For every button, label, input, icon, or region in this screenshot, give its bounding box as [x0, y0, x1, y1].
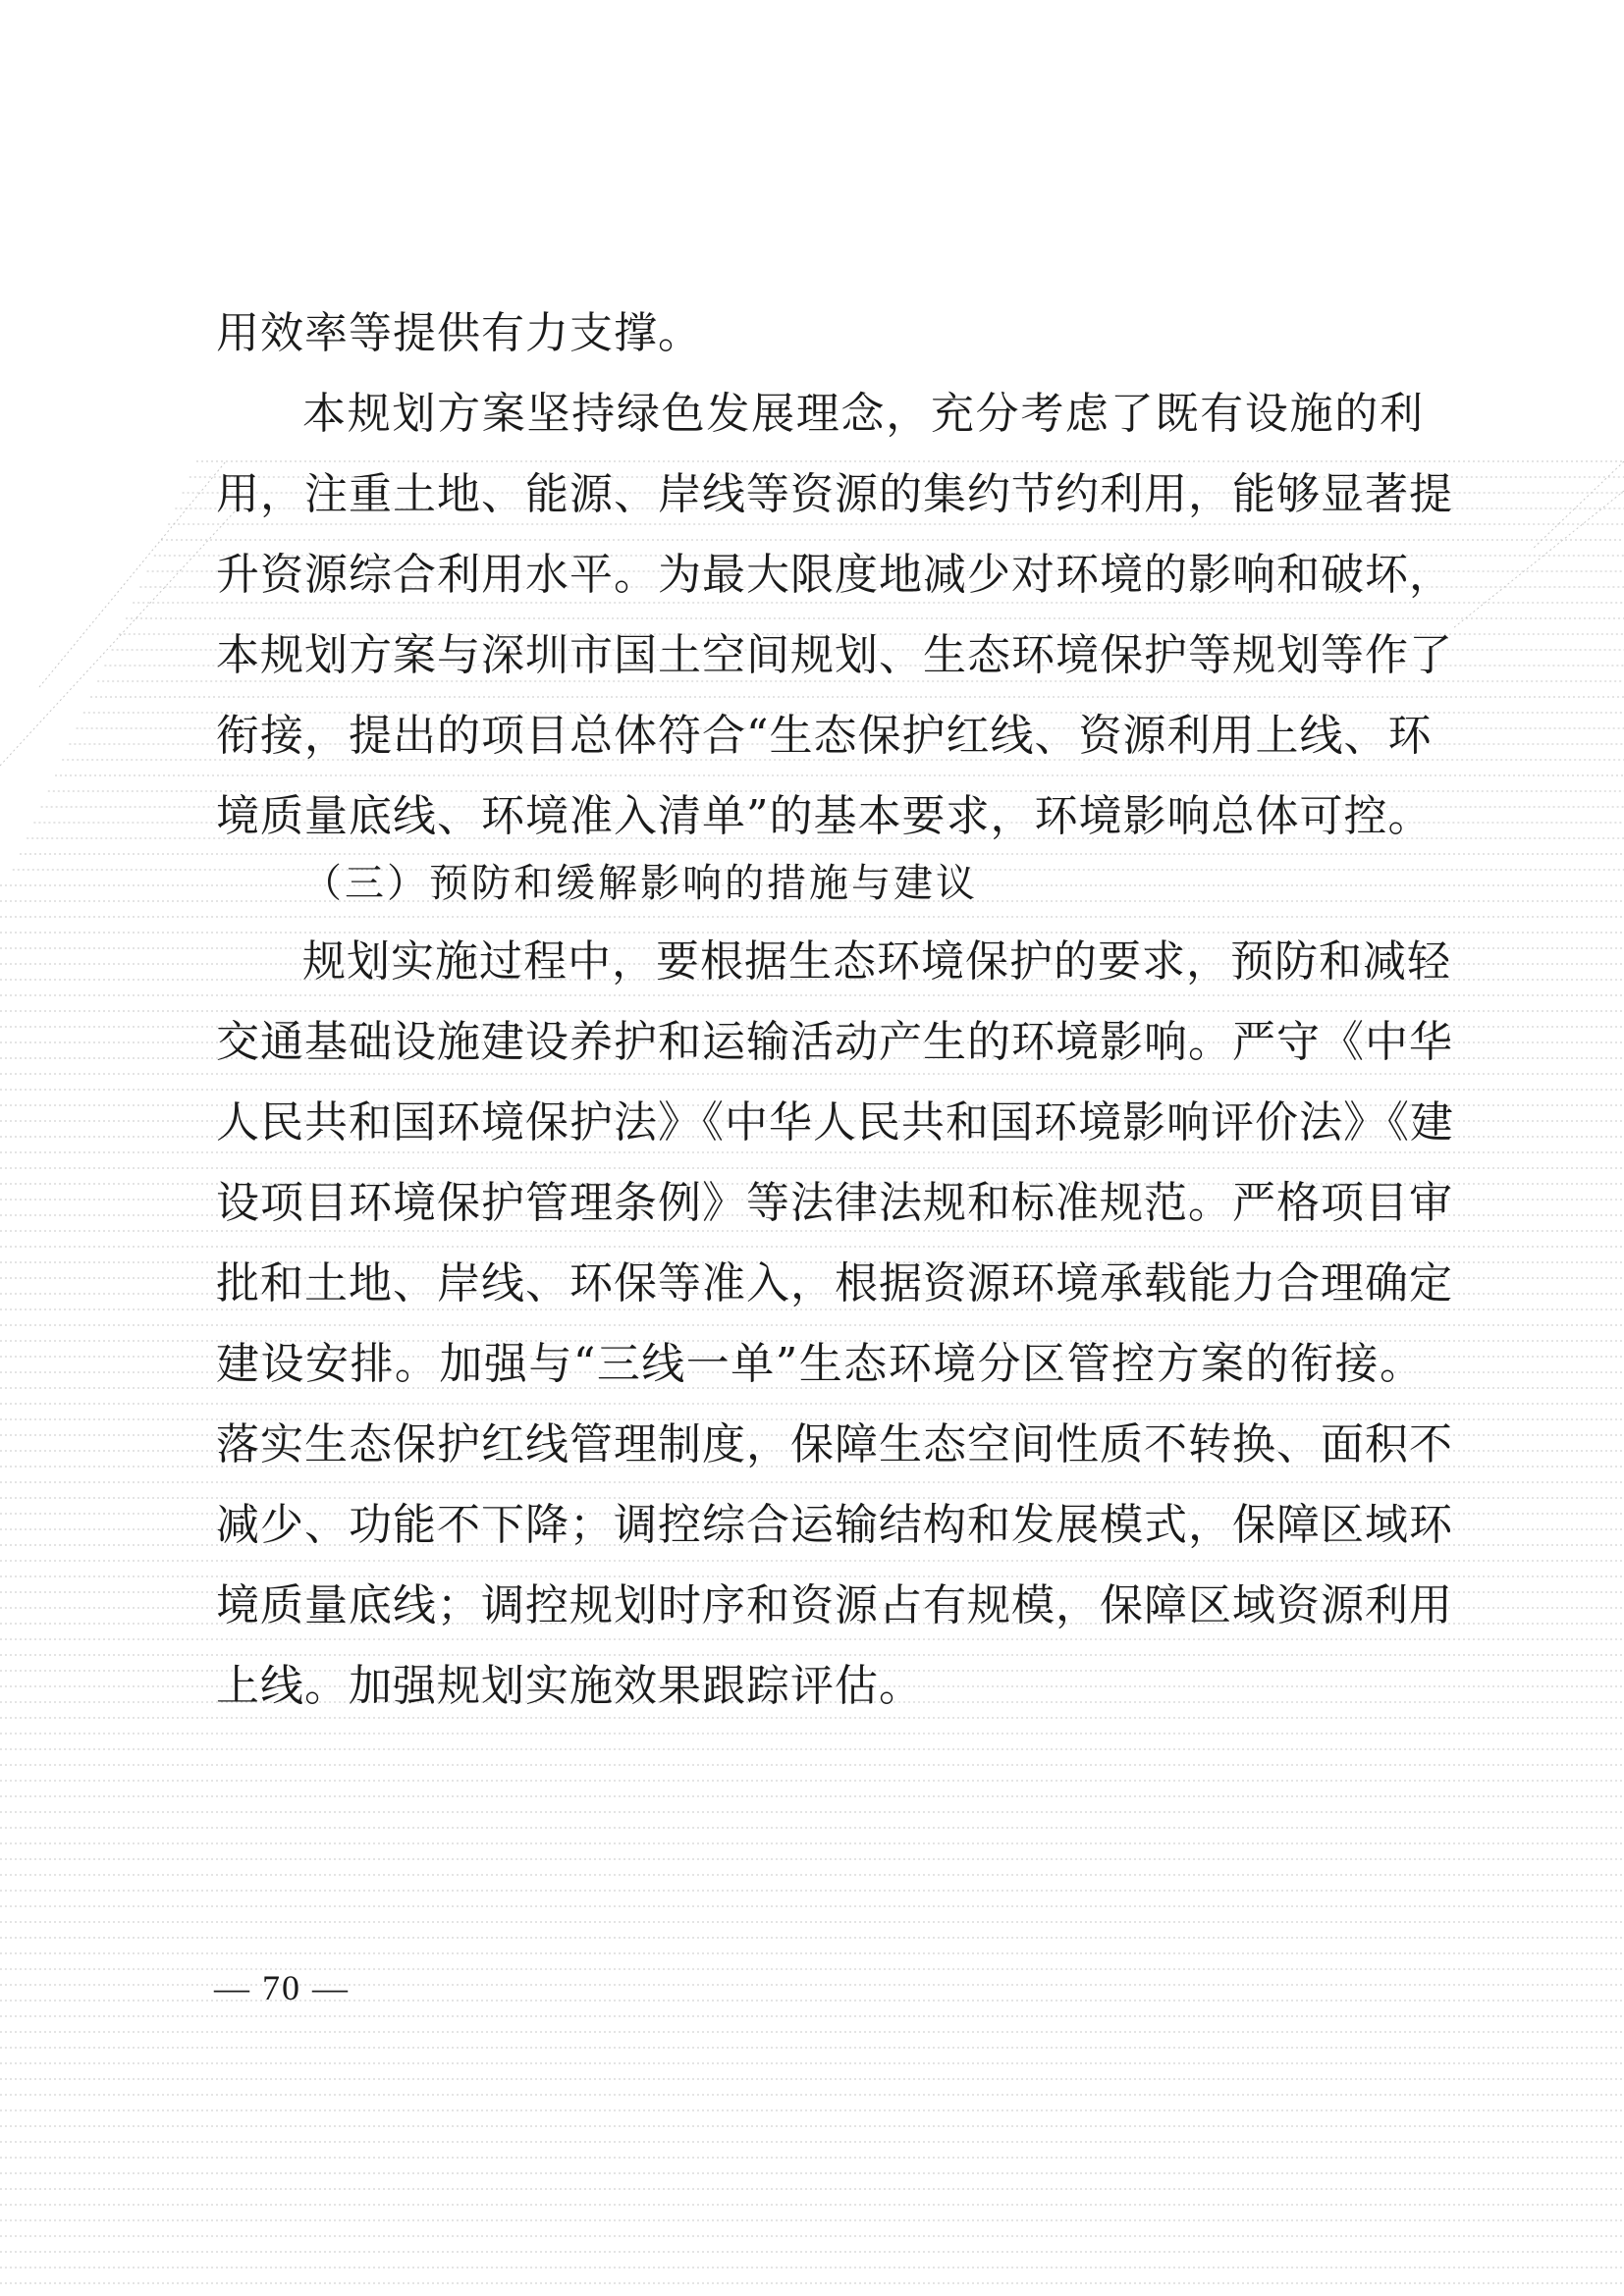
page-number: — 70 —	[214, 1968, 350, 2007]
paragraph-line: 本规划方案坚持绿色发展理念，充分考虑了既有设施的利	[302, 389, 1424, 439]
paragraph-line: 本规划方案与深圳市国土空间规划、生态环境保护等规划等作了	[216, 630, 1453, 680]
paragraph-line: 规划实施过程中，要根据生态环境保护的要求，预防和减轻	[302, 936, 1451, 987]
paragraph-line: 设项目环境保护管理条例》等法律法规和标准规范。严格项目审	[216, 1178, 1453, 1228]
paragraph-line: 用效率等提供有力支撑。	[216, 308, 702, 358]
paragraph-line: 境质量底线、环境准入清单”的基本要求，环境影响总体可控。	[216, 791, 1433, 841]
paragraph-line: 用，注重土地、能源、岸线等资源的集约节约利用，能够显著提	[216, 469, 1453, 519]
paragraph-line: 人民共和国环境保护法》《中华人民共和国环境影响评价法》《建	[216, 1097, 1454, 1148]
paragraph-line: 落实生态保护红线管理制度，保障生态空间性质不转换、面积不	[216, 1419, 1453, 1469]
paragraph-line: 批和土地、岸线、环保等准入，根据资源环境承载能力合理确定	[216, 1258, 1453, 1308]
paragraph-line: 减少、功能不下降；调控综合运输结构和发展模式，保障区域环	[216, 1500, 1453, 1550]
paragraph-line: 上线。加强规划实施效果跟踪评估。	[216, 1661, 923, 1711]
paragraph-line: 境质量底线；调控规划时序和资源占有规模，保障区域资源利用	[216, 1580, 1453, 1630]
paragraph-line: 交通基础设施建设养护和运输活动产生的环境影响。严守《中华	[216, 1017, 1453, 1067]
paragraph-line: 升资源综合利用水平。为最大限度地减少对环境的影响和破坏，	[216, 550, 1453, 600]
paragraph-line: 建设安排。加强与“三线一单”生态环境分区管控方案的衔接。	[216, 1339, 1424, 1389]
paragraph-line: 衔接，提出的项目总体符合“生态保护红线、资源利用上线、环	[216, 711, 1433, 761]
section-heading: （三）预防和缓解影响的措施与建议	[302, 861, 978, 906]
